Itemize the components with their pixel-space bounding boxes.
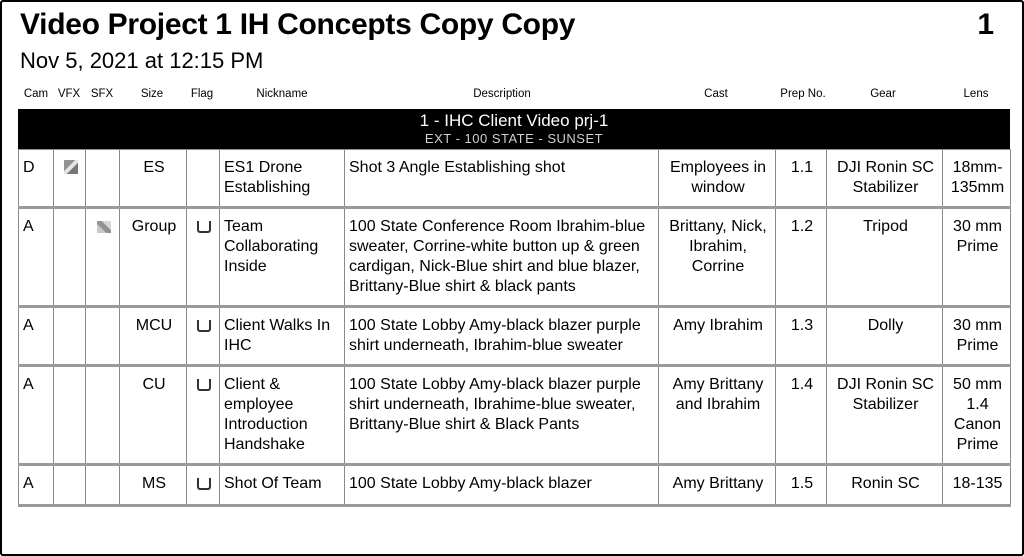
cell-nickname: Team Collaborating Inside bbox=[220, 208, 345, 307]
cell-size: MCU bbox=[120, 307, 187, 366]
cell-size: ES bbox=[120, 150, 187, 208]
cell-lens: 30 mm Prime bbox=[943, 307, 1011, 366]
cell-flag bbox=[187, 366, 220, 465]
column-header-size: Size bbox=[140, 88, 164, 100]
flag-tray-icon bbox=[197, 221, 211, 233]
column-header-cast: Cast bbox=[704, 88, 728, 100]
cell-gear: DJI Ronin SC Stabilizer bbox=[827, 150, 943, 208]
cell-prep: 1.5 bbox=[776, 465, 827, 506]
cell-size: MS bbox=[120, 465, 187, 506]
sfx-image-icon bbox=[97, 221, 111, 233]
cell-cast: Amy Brittany and Ibrahim bbox=[659, 366, 776, 465]
flag-tray-icon bbox=[197, 320, 211, 332]
cell-lens: 50 mm 1.4 Canon Prime bbox=[943, 366, 1011, 465]
scene-subtitle: EXT - 100 STATE - SUNSET bbox=[424, 131, 604, 146]
cell-nickname: Client & employee Introduction Handshake bbox=[220, 366, 345, 465]
cell-prep: 1.2 bbox=[776, 208, 827, 307]
cell-sfx bbox=[86, 366, 120, 465]
scene-header bbox=[18, 109, 1010, 149]
cell-cast: Amy Brittany bbox=[659, 465, 776, 506]
cell-nickname: Shot Of Team bbox=[220, 465, 345, 506]
cell-gear: Dolly bbox=[827, 307, 943, 366]
cell-description: 100 State Lobby Amy-black blazer purple shirt underneath, Ibrahim-blue sweater bbox=[345, 307, 659, 366]
cell-prep: 1.1 bbox=[776, 150, 827, 208]
cell-cast: Employees in window bbox=[659, 150, 776, 208]
cell-flag bbox=[187, 208, 220, 307]
cell-cam: A bbox=[19, 366, 54, 465]
column-header-sfx: SFX bbox=[90, 88, 114, 100]
cell-cast: Amy Ibrahim bbox=[659, 307, 776, 366]
table-row[interactable] bbox=[19, 465, 1011, 506]
table-row[interactable] bbox=[19, 366, 1011, 465]
cell-lens: 30 mm Prime bbox=[943, 208, 1011, 307]
cell-nickname: Client Walks In IHC bbox=[220, 307, 345, 366]
cell-description: Shot 3 Angle Establishing shot bbox=[345, 150, 659, 208]
cell-cam: D bbox=[19, 150, 54, 208]
cell-description: 100 State Conference Room Ibrahim-blue sweater, Corrine-white button up & green cardigan, Nick-Blue shirt and blue blazer, Brittany-Blue shirt & black pants bbox=[345, 208, 659, 307]
cell-sfx bbox=[86, 465, 120, 506]
cell-sfx bbox=[86, 307, 120, 366]
cell-prep: 1.4 bbox=[776, 366, 827, 465]
column-header-nickname: Nickname bbox=[256, 88, 308, 100]
table-row[interactable] bbox=[19, 208, 1011, 307]
cell-vfx bbox=[54, 150, 86, 208]
vfx-image-icon bbox=[64, 160, 78, 174]
cell-flag bbox=[187, 150, 220, 208]
cell-vfx bbox=[54, 307, 86, 366]
cell-vfx bbox=[54, 208, 86, 307]
column-header-gear: Gear bbox=[870, 88, 896, 100]
column-header-lens: Lens bbox=[963, 88, 989, 100]
flag-tray-icon bbox=[197, 478, 211, 490]
cell-sfx bbox=[86, 208, 120, 307]
cell-gear: Tripod bbox=[827, 208, 943, 307]
cell-cam: A bbox=[19, 465, 54, 506]
table-row[interactable] bbox=[19, 150, 1011, 208]
table-row[interactable] bbox=[19, 307, 1011, 366]
cell-gear: Ronin SC bbox=[827, 465, 943, 506]
cell-lens: 18-135 bbox=[943, 465, 1011, 506]
cell-nickname: ES1 Drone Establishing bbox=[220, 150, 345, 208]
cell-vfx bbox=[54, 465, 86, 506]
cell-lens: 18mm-135mm bbox=[943, 150, 1011, 208]
cell-cast: Brittany, Nick, Ibrahim, Corrine bbox=[659, 208, 776, 307]
column-header-flag: Flag bbox=[190, 88, 214, 100]
page-title: Video Project 1 IH Concepts Copy Copy bbox=[20, 8, 576, 41]
cell-description: 100 State Lobby Amy-black blazer purple shirt underneath, Ibrahime-blue sweater, Brittany-Blue shirt & Black Pants bbox=[345, 366, 659, 465]
cell-description: 100 State Lobby Amy-black blazer bbox=[345, 465, 659, 506]
column-header-cam: Cam bbox=[23, 88, 49, 100]
cell-vfx bbox=[54, 366, 86, 465]
page-number: 1 bbox=[977, 8, 994, 41]
flag-tray-icon bbox=[197, 379, 211, 391]
cell-size: CU bbox=[120, 366, 187, 465]
cell-flag bbox=[187, 465, 220, 506]
cell-flag bbox=[187, 307, 220, 366]
cell-sfx bbox=[86, 150, 120, 208]
scene-title: 1 - IHC Client Video prj-1 bbox=[419, 111, 609, 130]
column-header-prep: Prep No. bbox=[780, 88, 826, 100]
shot-table bbox=[18, 149, 1011, 507]
column-header-description: Description bbox=[473, 88, 531, 100]
cell-cam: A bbox=[19, 307, 54, 366]
cell-cam: A bbox=[19, 208, 54, 307]
cell-prep: 1.3 bbox=[776, 307, 827, 366]
cell-gear: DJI Ronin SC Stabilizer bbox=[827, 366, 943, 465]
column-header-vfx: VFX bbox=[57, 88, 81, 100]
report-date: Nov 5, 2021 at 12:15 PM bbox=[20, 48, 264, 73]
cell-size: Group bbox=[120, 208, 187, 307]
